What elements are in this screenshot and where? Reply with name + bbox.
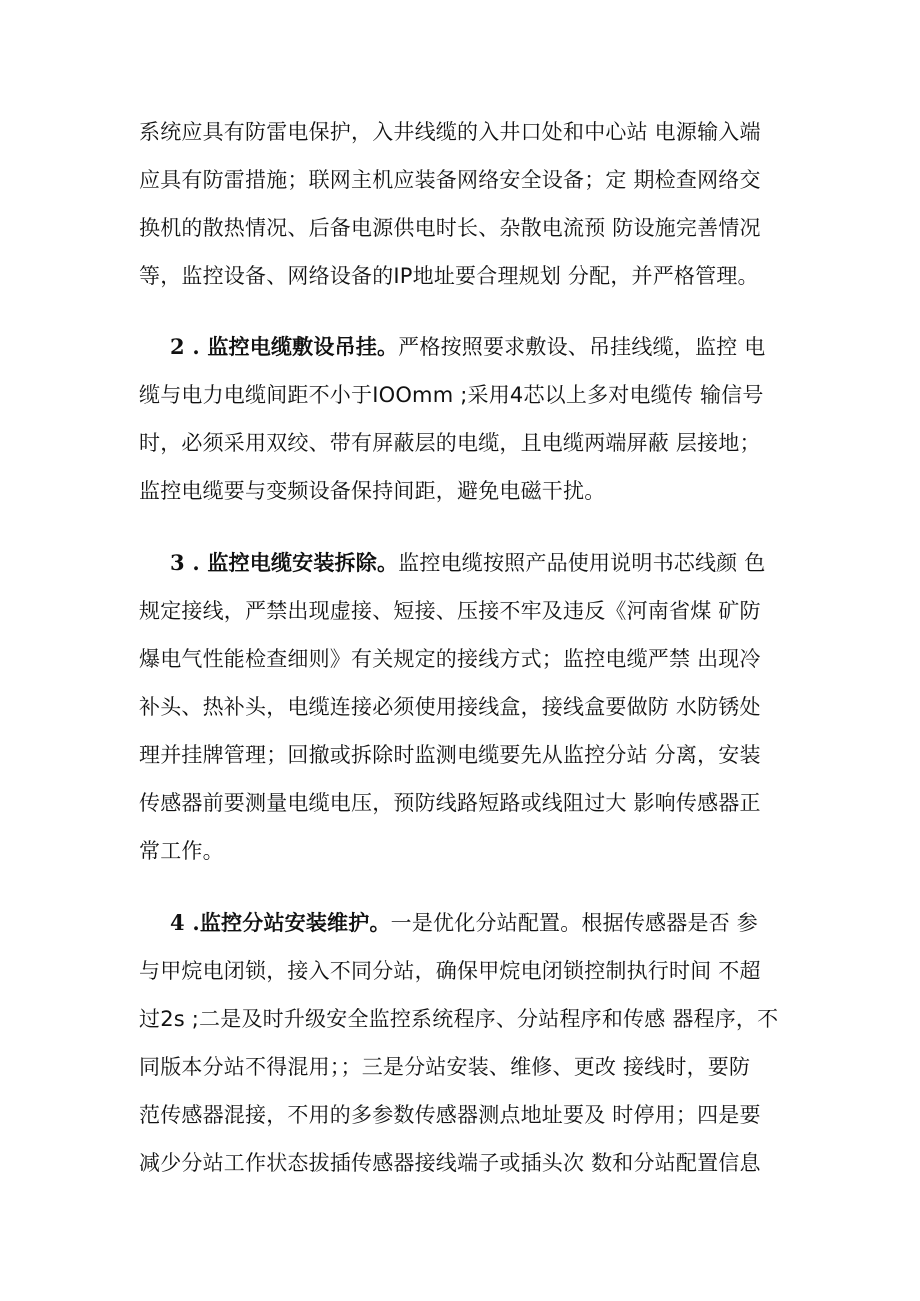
section-number: 4 [170,910,185,935]
text-line: 常工作。 [139,839,224,863]
section-2-first-line [170,332,781,362]
text-line: 等，监控设备、网络设备的IP地址要合理规划 分配，并严格管理。 [139,264,759,288]
text-line: 过2s ;二是及时升级安全监控系统程序、分站程序和传感 器程序，不 [139,1007,779,1031]
text-line: 系统应具有防雷电保护，入井线缆的入井口处和中心站 电源输入端 [139,120,761,144]
text-line: 时，必须采用双绞、带有屏蔽层的电缆，且电缆两端屏蔽 层接地； [139,431,761,455]
section-separator: . [184,550,208,575]
section-separator: . [184,910,200,935]
section-heading: 监控电缆敷设吊挂。 [207,335,399,359]
text-line: 范传感器混接，不用的多参数传感器测点地址要及 时停用；四是要 [139,1103,761,1127]
text-line: 传感器前要测量电缆电压，预防线路短路或线阻过大 影响传感器正 [139,791,761,815]
text-line: 规定接线，严禁出现虚接、短接、压接不牢及违反《河南省煤 矿防 [139,599,761,623]
text-line: 缆与电力电缆间距不小于IOOmm ;采用4芯以上多对电缆传 输信号 [139,383,764,407]
text-line: 理并挂牌管理；回撤或拆除时监测电缆要先从监控分站 分离，安装 [139,743,761,767]
text-line: 监控电缆要与变频设备保持间距，避免电磁干扰。 [139,479,606,503]
section-number: 3 [170,550,185,575]
section-4-first-line [170,908,781,938]
text-line: 与甲烷电闭锁，接入不同分站，确保甲烷电闭锁控制执行时间 不超 [139,959,761,983]
text-line: 减少分站工作状态拔插传感器接线端子或插头次 数和分站配置信息 [139,1151,761,1175]
section-text: 监控电缆按照产品使用说明书芯线颜 色 [398,551,766,575]
section-text: 严格按照要求敷设、吊挂线缆，监控 电 [398,335,766,359]
section-3-first-line [170,548,781,578]
text-line: 换机的散热情况、后备电源供电时长、杂散电流预 防设施完善情况 [139,216,761,240]
text-line: 同版本分站不得混用；；三是分站安装、维修、更改 接线时，要防 [139,1055,751,1079]
section-number: 2 [170,334,185,359]
text-line: 补头、热补头，电缆连接必须使用接线盒，接线盒要做防 水防锈处 [139,695,761,719]
text-line: 应具有防雷措施；联网主机应装备网络安全设备；定 期检查网络交 [139,168,761,192]
text-line: 爆电气性能检查细则》有关规定的接线方式；监控电缆严禁 出现冷 [139,647,761,671]
section-text: 一是优化分站配置。根据传感器是否 参 [390,911,758,935]
section-heading: 监控电缆安装拆除。 [207,551,399,575]
section-separator: . [184,334,208,359]
section-heading: 监控分站安装维护。 [199,911,391,935]
